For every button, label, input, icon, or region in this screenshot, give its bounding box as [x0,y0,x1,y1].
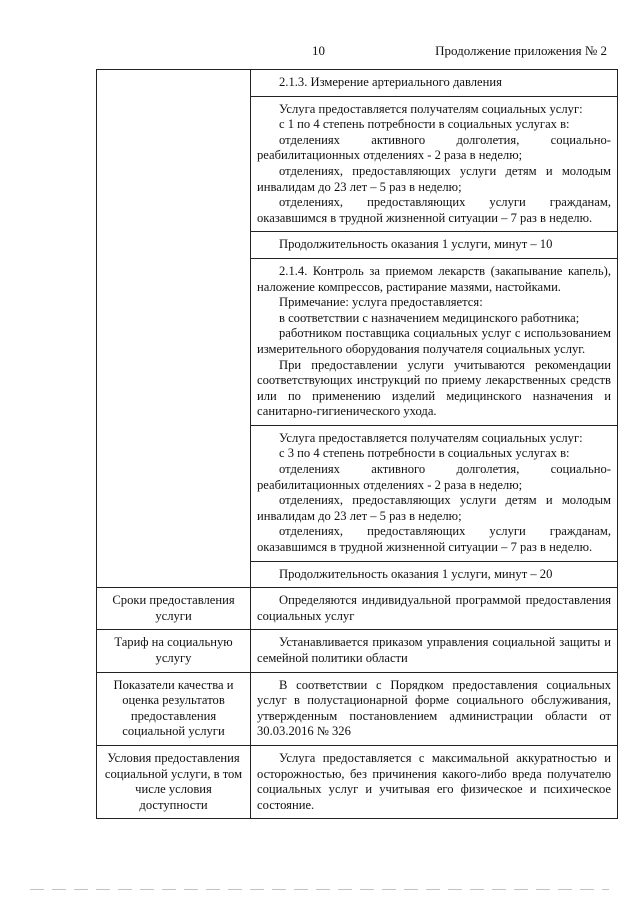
recipients-cell [251,425,618,561]
duration-cell [251,232,618,259]
duration-cell [251,561,618,588]
scan-artifact-divider [30,889,609,890]
service-title: 2.1.3. Измерение артериального давления [279,75,502,89]
row-value: Устанавливается приказом управления социальной защиты и семейной политики области [257,635,611,665]
row-value-cell [251,745,618,818]
service-title: 2.1.4. Контроль за приемом лекарств (закапывание капель), наложение компрессов, растирание мазями, настойками. [257,263,611,294]
recipients-line: отделениях, предоставляющих услуги детям и молодым инвалидам до 23 лет – 5 раз в неделю; [257,163,611,194]
services-table [96,69,618,819]
recipients-line: Услуга предоставляется получателям социальных услуг: [279,101,583,116]
empty-label-cell [97,70,251,588]
note-line: Примечание: услуга предоставляется: [279,295,483,310]
table-row [97,672,618,745]
recipients-line: Услуга предоставляется получателям социальных услуг: [279,430,583,445]
row-value-cell [251,672,618,745]
table-row [97,70,618,97]
table-row [97,745,618,818]
recipients-line: отделениях, предоставляющих услуги гражданам, оказавшимся в трудной жизненной ситуации – 7 раз в неделю. [257,195,611,225]
recipients-line: отделениях активного долголетия, социально-реабилитационных отделениях - 2 раза в неделю; [257,132,611,163]
note-line: При предоставлении услуги учитываются рекомендации соответствующих инструкций по приему лекарственных средств или по применению изделий медицинского назначения и санитарно-гигиенического ухода. [257,357,611,419]
row-label: Условия предоставления социальной услуги, в том числе условия доступности [97,745,251,818]
recipients-line: отделениях активного долголетия, социально-реабилитационных отделениях - 2 раза в неделю; [257,462,611,492]
service-title-cell [251,70,618,97]
row-label: Тариф на социальную услугу [97,630,251,672]
row-value: Услуга предоставляется с максимальной аккуратностью и осторожностью, без причинения какого-либо вреда получателю социальных услуг и учитывая его физическое и психическое состояние. [257,750,611,812]
duration-text: Продолжительность оказания 1 услуги, минут – 10 [279,237,553,252]
recipients-line: с 3 по 4 степень потребности в социальных услугах в: [279,446,570,461]
table-row [97,630,618,672]
note-line: работником поставщика социальных услуг с использованием измерительного оборудования получателя социальных услуг. [257,326,611,356]
recipients-cell [251,96,618,232]
appendix-continuation: Продолжение приложения № 2 [435,43,607,58]
page-number: 10 [312,43,325,58]
recipients-line: отделениях, предоставляющих услуги детям и молодым инвалидам до 23 лет – 5 раз в неделю; [257,493,611,523]
table-row [97,588,618,630]
row-value-cell [251,588,618,630]
recipients-line: отделениях, предоставляющих услуги гражданам, оказавшимся в трудной жизненной ситуации – 7 раз в неделю. [257,524,611,555]
row-value: В соответствии с Порядком предоставления социальных услуг в полустационарной форме социального обслуживания, утвержденным постановлением администрации области от 30.03.2016 № 326 [257,677,611,739]
row-value-cell [251,630,618,672]
row-label: Показатели качества и оценка результатов предоставления социальной услуги [97,672,251,745]
duration-text: Продолжительность оказания 1 услуги, минут – 20 [279,566,553,581]
row-label: Сроки предоставления услуги [97,588,251,630]
service-description-cell [251,258,618,425]
recipients-line: с 1 по 4 степень потребности в социальных услугах в: [279,117,570,132]
row-value: Определяются индивидуальной программой предоставления социальных услуг [257,593,611,623]
note-line: в соответствии с назначением медицинского работника; [279,310,580,325]
